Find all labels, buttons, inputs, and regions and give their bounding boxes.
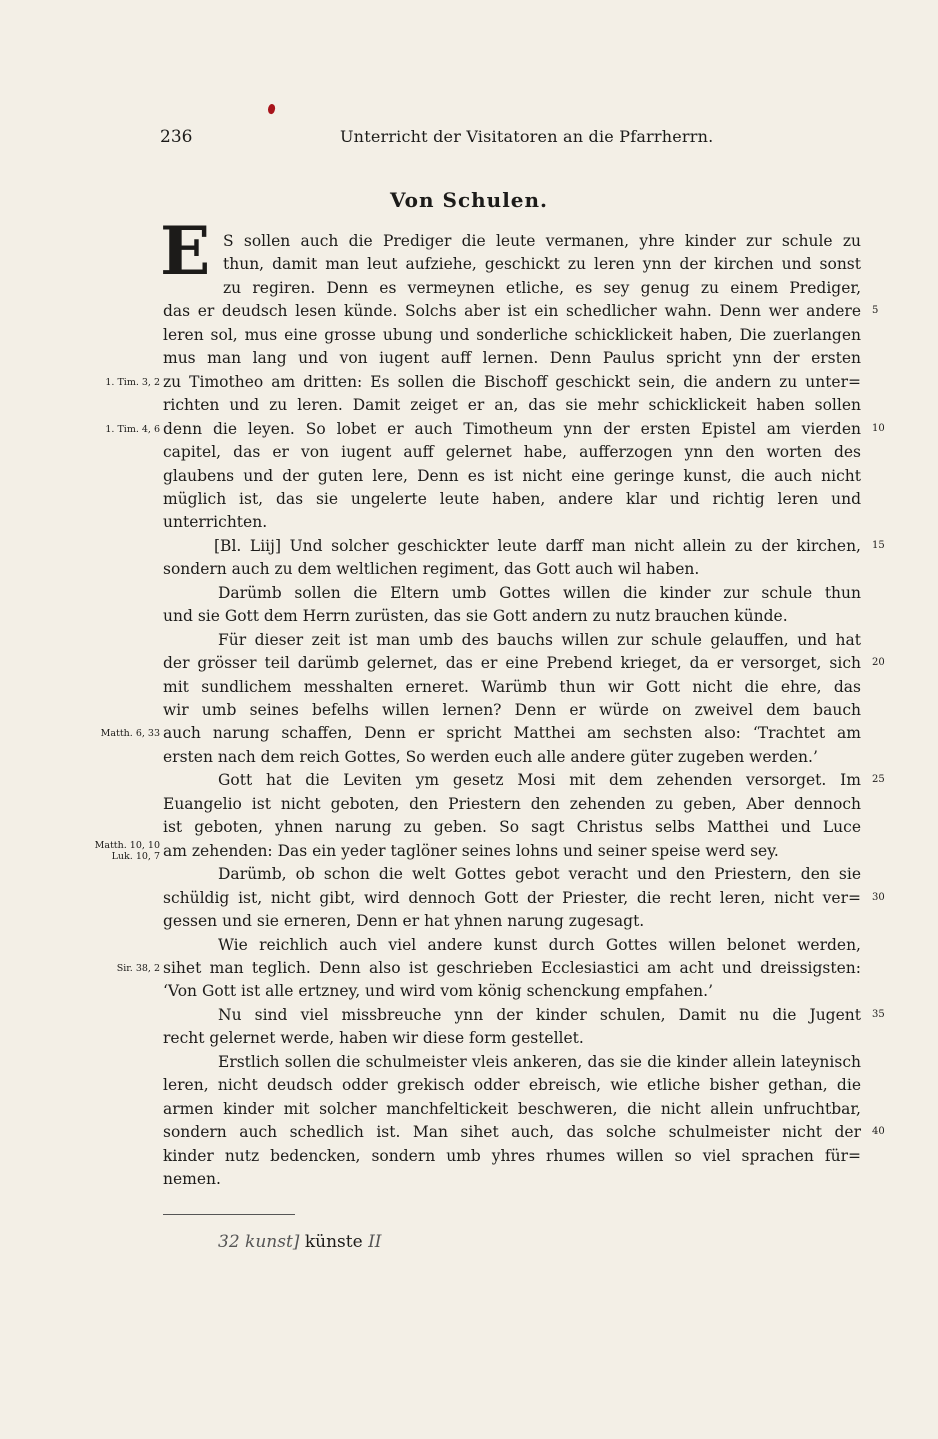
text-line: glaubens und der guten lere, Denn es ist nicht eine geringe kunst, die auch nicht (163, 466, 861, 485)
ink-mark (267, 103, 277, 115)
line-number: 30 (872, 891, 885, 903)
text-line: wir umb seines befelhs willen lernen? Denn er würde on zweivel dem bauch (163, 701, 861, 719)
text-line: der grösser teil darümb gelernet, das er eine Prebend krieget, da er versorget, sich (163, 654, 861, 673)
footnote (218, 1232, 382, 1252)
text-line: sondern auch zu dem weltlichen regiment, das Gott auch wil haben. (163, 560, 700, 579)
text-line: Nu sind viel missbreuche ynn der kinder schulen, Damit nu die Jugent (218, 1005, 861, 1024)
footnote-text: künste (304, 1232, 363, 1252)
text-line: ist geboten, yhnen narung zu geben. So sagt Christus selbs Matthei und Luce (163, 818, 861, 837)
text-line: schüldig ist, nicht gibt, wird dennoch Gott der Priester, die recht leren, nicht ver= (163, 888, 861, 907)
margin-reference: 1. Tim. 4, 6 (105, 423, 160, 435)
text-line: mus man lang und von iugent auff lernen. Denn Paulus spricht ynn der ersten (163, 349, 861, 368)
text-line: gessen und sie erneren, Denn er hat yhnen narung zugesagt. (163, 912, 645, 931)
margin-reference: 1. Tim. 3, 2 (105, 376, 160, 388)
text-line: thun, damit man leut aufziehe, geschickt zu leren ynn der kirchen und sonst (223, 255, 861, 274)
text-line: leren sol, mus eine grosse ubung und sonderliche schicklickeit haben, Die zuerlangen (163, 325, 861, 344)
line-number: 40 (872, 1126, 885, 1138)
text-line: Euangelio ist nicht geboten, den Priestern den zehenden zu geben, Aber dennoch (163, 794, 861, 813)
footnote-rule (163, 1214, 295, 1215)
text-line: [Bl. Liij] Und solcher geschickter leute darff man nicht allein zu der kirchen, (214, 536, 861, 555)
text-line: sondern auch schedlich ist. Man sihet auch, das solche schulmeister nicht der (163, 1123, 861, 1142)
section-title: Von Schulen. (389, 188, 549, 212)
line-number: 35 (872, 1008, 885, 1020)
text-line: unterrichten. (163, 513, 268, 532)
text-line: sihet man teglich. Denn also ist geschrieben Ecclesiastici am acht und dreissigsten: (163, 958, 861, 977)
text-line: müglich ist, das sie ungelerte leute haben, andere klar und richtig leren und (163, 489, 861, 508)
text-line: Gott hat die Leviten ym gesetz Mosi mit dem zehenden versorget. Im (218, 771, 861, 790)
text-line: richten und zu leren. Damit zeiget er an, das sie mehr schicklickeit haben sollen (163, 396, 861, 415)
running-title: Unterricht der Visitatoren an die Pfarrherrn. (340, 127, 714, 146)
text-line: auch narung schaffen, Denn er spricht Matthei am sechsten also: ‘Trachtet am (163, 724, 861, 743)
text-line: armen kinder mit solcher manchfeltickeit beschweren, die nicht allein unfruchtbar, (163, 1099, 861, 1118)
text-line: am zehenden: Das ein yeder taglöner seines lohns und seiner speise werd sey. (163, 841, 779, 860)
footnote-ref: 32 kunst] (218, 1232, 300, 1252)
footnote-source: II (368, 1232, 382, 1252)
text-line: und sie Gott dem Herrn zurüsten, das sie Gott andern zu nutz brauchen künde. (163, 607, 788, 626)
text-line: ersten nach dem reich Gottes, So werden euch alle andere güter zugeben werden.’ (163, 747, 818, 766)
drop-cap: E (160, 212, 211, 290)
line-number: 5 (872, 305, 879, 317)
line-number: 10 (872, 422, 885, 434)
text-line: Erstlich sollen die schulmeister vleis ankeren, das sie die kinder allein lateynisch (218, 1052, 861, 1071)
text-line: das er deudsch lesen künde. Solchs aber ist ein schedlicher wahn. Denn wer andere (163, 302, 861, 321)
text-line: recht gelernet werde, haben wir diese form gestellet. (163, 1029, 584, 1048)
text-line: leren, nicht deudsch odder grekisch odder ebreisch, wie etliche bisher gethan, die (163, 1076, 861, 1095)
text-line: mit sundlichem messhalten erneret. Warümb thun wir Gott nicht die ehre, das (163, 677, 861, 696)
text-line: zu regiren. Denn es vermeynen etliche, es sey genug zu einem Prediger, (223, 278, 861, 297)
line-number: 15 (872, 539, 885, 551)
margin-reference: Matth. 6, 33 (100, 728, 160, 740)
text-line: ‘Von Gott ist alle ertzney, und wird vom könig schenckung empfahen.’ (163, 982, 713, 1001)
text-line: Darümb sollen die Eltern umb Gottes willen die kinder zur schule thun (218, 583, 861, 602)
margin-reference: Sir. 38, 2 (116, 962, 160, 974)
text-line: kinder nutz bedencken, sondern umb yhres rhumes willen so viel sprachen für= (163, 1146, 861, 1165)
line-number: 20 (872, 657, 885, 669)
margin-reference: Matth. 10, 10 Luk. 10, 7 (94, 839, 160, 862)
text-line: Darümb, ob schon die welt Gottes gebot veracht und den Priestern, den sie (218, 865, 861, 884)
text-line: S sollen auch die Prediger die leute vermanen, yhre kinder zur schule zu (223, 232, 861, 250)
text-line: capitel, das er von iugent auff gelernet habe, aufferzogen ynn den worten des (163, 443, 861, 462)
text-line: zu Timotheo am dritten: Es sollen die Bischoff geschickt sein, die andern zu unter= (163, 372, 861, 391)
text-line: Für dieser zeit ist man umb des bauchs willen zur schule gelauffen, und hat (218, 630, 861, 649)
text-line: denn die leyen. So lobet er auch Timotheum ynn der ersten Epistel am vierden (163, 419, 861, 438)
line-number: 25 (872, 774, 885, 786)
text-line: nemen. (163, 1170, 221, 1188)
text-line: Wie reichlich auch viel andere kunst durch Gottes willen belonet werden, (218, 935, 861, 954)
page-number: 236 (160, 127, 193, 147)
